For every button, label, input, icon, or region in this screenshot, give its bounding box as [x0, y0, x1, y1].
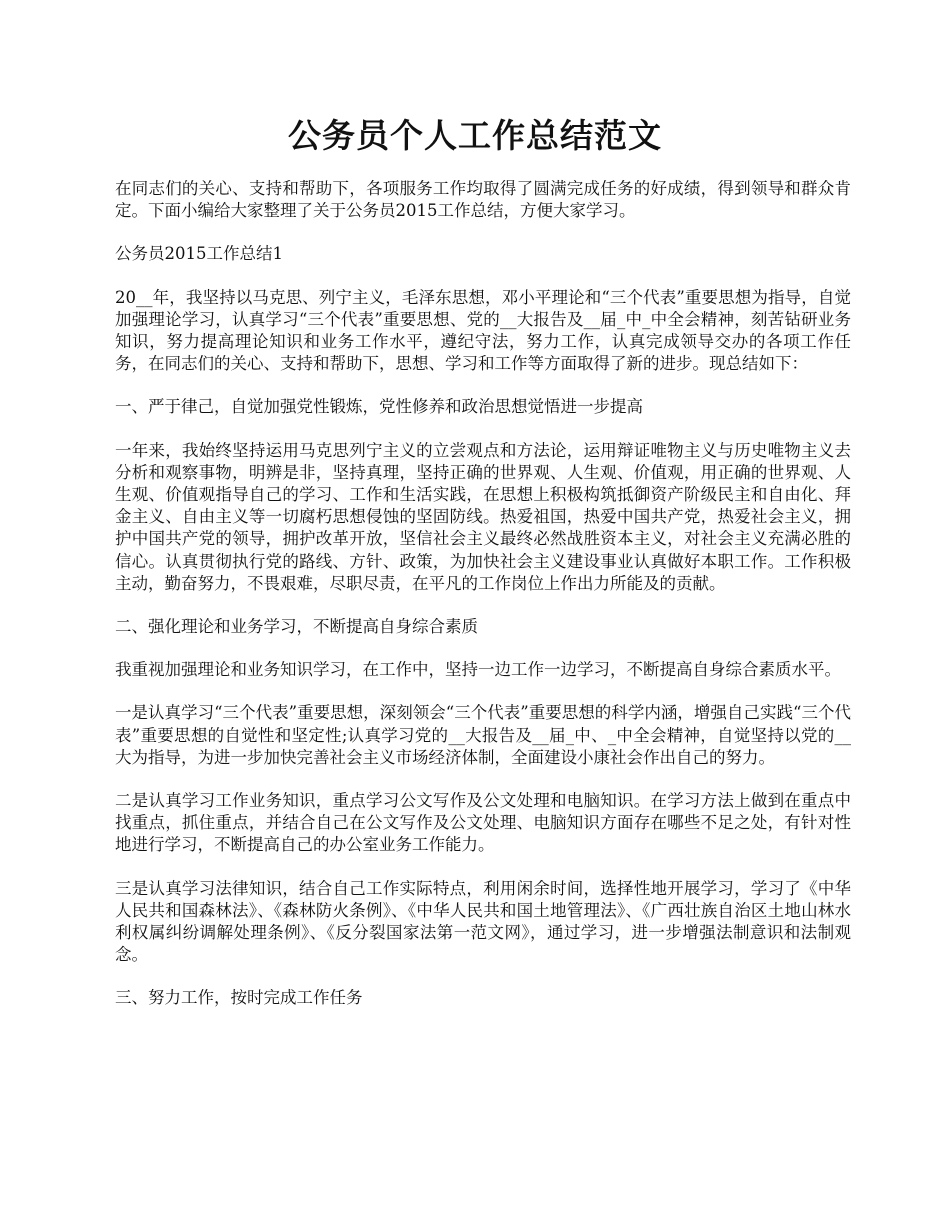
- intro-paragraph: 在同志们的关心、支持和帮助下，各项服务工作均取得了圆满完成任务的好成绩，得到领导和群众肯定。下面小编给大家整理了关于公务员2015工作总结，方便大家学习。: [115, 179, 851, 221]
- document-body: [115, 178, 851, 1031]
- section-heading-1: 一、严于律己，自觉加强党性锻炼，党性修养和政治思想觉悟进一步提高: [115, 397, 643, 417]
- section-heading-2: 二、强化理论和业务学习，不断提高自身综合素质: [115, 617, 478, 637]
- document-title: 公务员个人工作总结范文: [288, 116, 662, 155]
- section-heading-3: 三、努力工作，按时完成工作任务: [115, 988, 363, 1008]
- body-paragraph: 20__年，我坚持以马克思、列宁主义，毛泽东思想，邓小平理论和“三个代表”重要思想为指导，自觉加强理论学习，认真学习“三个代表”重要思想、党的__大报告及__届_中_中全会精神，刻苦钻研业务知识，努力提高理论知识和业务工作水平，遵纪守法，努力工作，认真完成领导交办的各项工作任务，在同志们的关心、支持和帮助下，思想、学习和工作等方面取得了新的进步。现总结如下：: [115, 287, 851, 374]
- body-paragraph: 二是认真学习工作业务知识，重点学习公文写作及公文处理和电脑知识。在学习方法上做到在重点中找重点，抓住重点，并结合自己在公文写作及公文处理、电脑知识方面存在哪些不足之处，有针对性地进行学习，不断提高自己的办公室业务工作能力。: [115, 791, 851, 855]
- body-paragraph: 三是认真学习法律知识，结合自己工作实际特点，利用闲余时间，选择性地开展学习，学习了《中华人民共和国森林法》、《森林防火条例》、《中华人民共和国土地管理法》、《广西壮族自治区土地山林水利权属纠纷调解处理条例》、《反分裂国家法第一范文网》，通过学习，进一步增强法制意识和法制观念。: [115, 878, 851, 965]
- body-paragraph: 一是认真学习“三个代表”重要思想，深刻领会“三个代表”重要思想的科学内涵，增强自己实践“三个代表”重要思想的自觉性和坚定性;认真学习党的__大报告及__届_中、_中全会精神，自觉坚持以党的__大为指导，为进一步加快完善社会主义市场经济体制，全面建设小康社会作出自己的努力。: [115, 703, 851, 767]
- section-heading-summary-1: 公务员2015工作总结1: [115, 244, 283, 264]
- body-paragraph: 一年来，我始终坚持运用马克思列宁主义的立尝观点和方法论，运用辩证唯物主义与历史唯物主义去分析和观察事物，明辨是非，坚持真理，坚持正确的世界观、人生观、价值观，用正确的世界观、人生观、价值观指导自己的学习、工作和生活实践，在思想上积极构筑抵御资产阶级民主和自由化、拜金主义、自由主义等一切腐朽思想侵蚀的坚固防线。热爱祖国，热爱中国共产党，热爱社会主义，拥护中国共产党的领导，拥护改革开放，坚信社会主义最终必然战胜资本主义，对社会主义充满必胜的信心。认真贯彻执行党的路线、方针、政策，为加快社会主义建设事业认真做好本职工作。工作积极主动，勤奋努力，不畏艰难，尽职尽责，在平凡的工作岗位上作出力所能及的贡献。: [115, 440, 851, 593]
- body-paragraph: 我重视加强理论和业务知识学习，在工作中，坚持一边工作一边学习，不断提高自身综合素质水平。: [115, 660, 841, 680]
